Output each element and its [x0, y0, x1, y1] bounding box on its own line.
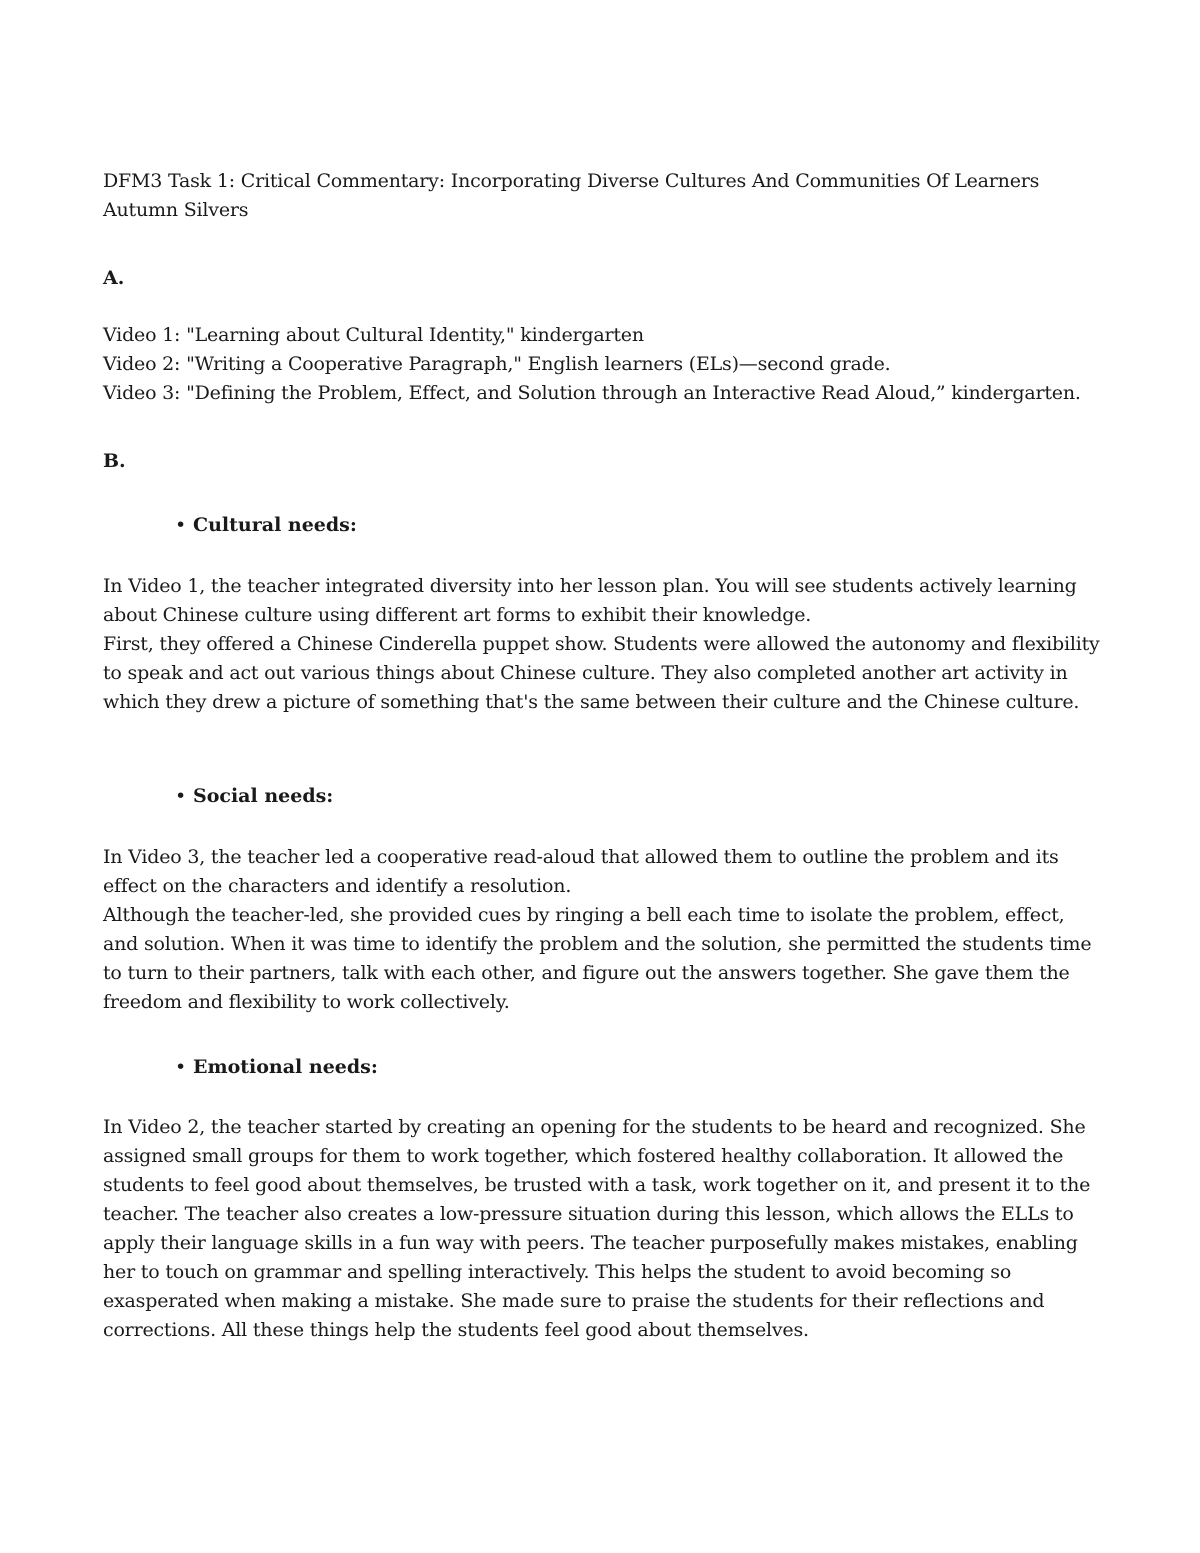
cultural-needs-paragraph-1: In Video 1, the teacher integrated diversity into her lesson plan. You will see students actively learning about Chinese culture using different art forms to exhibit their knowledge.	[103, 575, 1077, 626]
emotional-needs-paragraph-1: In Video 2, the teacher started by creating an opening for the students to be heard and recognized. She assigned small groups for them to work together, which fostered healthy collaboration. It allowed the students to feel good about themselves, be trusted with a task, work together on it, and present it to the teacher. The teacher also creates a low-pressure situation during this lesson, which allows the ELLs to apply their language skills in a fun way with peers. The teacher purposefully makes mistakes, enabling her to touch on grammar and spelling interactively. This helps the student to avoid becoming so exasperated when making a mistake. She made sure to praise the students for their reflections and corrections. All these things help the students feel good about themselves.	[103, 1116, 1091, 1341]
video-list	[103, 321, 1103, 408]
emotional-needs-label: Emotional needs:	[193, 1056, 378, 1078]
video-item-1: Video 1: "Learning about Cultural Identity," kindergarten	[103, 324, 644, 346]
cultural-needs-body	[103, 572, 1103, 717]
bullet-cultural-needs	[175, 511, 357, 540]
document-header	[103, 167, 1103, 225]
cultural-needs-paragraph-2: First, they offered a Chinese Cinderella puppet show. Students were allowed the autonomy and flexibility to speak and act out various things about Chinese culture. They also completed another art activity in which they drew a picture of something that's the same between their culture and the Chinese culture.	[103, 633, 1100, 713]
document-author: Autumn Silvers	[103, 199, 249, 221]
bullet-dot: •	[175, 785, 187, 807]
bullet-emotional-needs	[175, 1053, 378, 1082]
bullet-dot: •	[175, 514, 187, 536]
social-needs-paragraph-2: Although the teacher-led, she provided cues by ringing a bell each time to isolate the problem, effect, and solution. When it was time to identify the problem and the solution, she permitted the students time to turn to their partners, talk with each other, and figure out the answers together. She gave them the freedom and flexibility to work collectively.	[103, 904, 1092, 1013]
video-item-2: Video 2: "Writing a Cooperative Paragraph," English learners (ELs)—second grade.	[103, 353, 891, 375]
emotional-needs-body	[103, 1113, 1103, 1345]
social-needs-paragraph-1: In Video 3, the teacher led a cooperative read-aloud that allowed them to outline the problem and its effect on the characters and identify a resolution.	[103, 846, 1059, 897]
bullet-social-needs	[175, 782, 333, 811]
bullet-dot: •	[175, 1056, 187, 1078]
video-item-3: Video 3: "Defining the Problem, Effect, and Solution through an Interactive Read Aloud,” kindergarten.	[103, 382, 1081, 404]
social-needs-label: Social needs:	[193, 785, 334, 807]
document-title: DFM3 Task 1: Critical Commentary: Incorporating Diverse Cultures And Communities Of Learners	[103, 170, 1040, 192]
section-b-heading: B.	[103, 450, 126, 472]
cultural-needs-label: Cultural needs:	[193, 514, 357, 536]
social-needs-body	[103, 843, 1103, 1017]
section-a-heading: A.	[103, 267, 125, 289]
